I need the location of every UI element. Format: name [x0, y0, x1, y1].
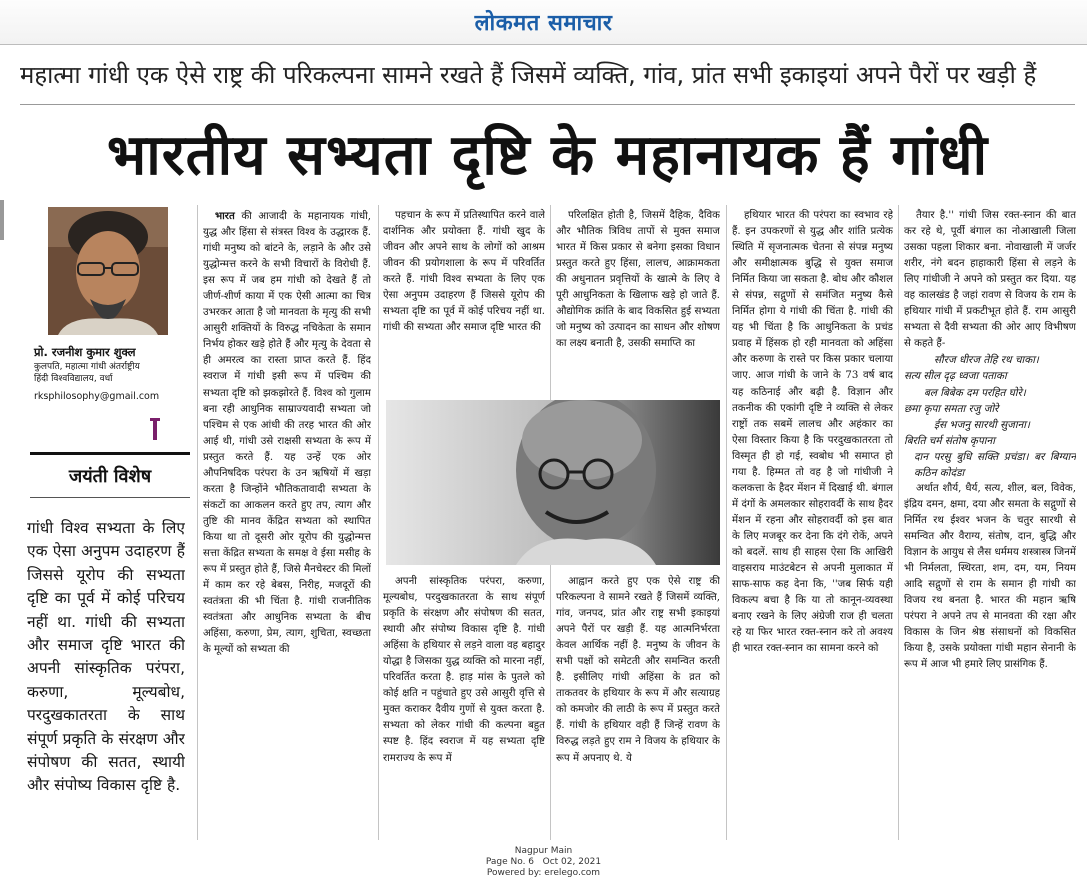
column-text: अपनी सांस्कृतिक परंपरा, करुणा, मूल्यबोध, परदुखकातरता के साथ संपूर्ण प्रकृति के संरक्षण और संपोषण की सतत, स्थायी और संपोष्य विकास दृष्टि है. गांधी अहिंसा के हथियार से लड़ने वाला वह बहादुर योद्धा है जिसका युद्ध व्यक्ति को मारना नहीं, परिवर्तित करता है. हाड़ मांस के पुतले को कोई क्षति न पहुंचाते हुए उसे आसुरी वृत्ति से मुक्त कराकर दैवीय गुणों से युक्त करता है. सभ्यता को लेकर गांधी की कल्पना बहुत स्पष्ट है. हिंद स्वराज में यह सभ्यता दृष्टि रामराज्य के रूप में: [383, 576, 545, 764]
article-column-3-bottom: [556, 574, 720, 838]
column-text: अर्थात शौर्य, धैर्य, सत्य, शील, बल, विवेक, इंद्रिय दमन, क्षमा, दया और समता के सद्गुणों से निर्मित रथ ईश्वर भजन के चतुर सारथी से समन्वित और वैराग्य, संतोष, दान, बुद्धि और विज्ञान के आयुध से लैस धर्ममय शस्त्रास्त्र जिनमें भी निर्मलता, स्थिरता, शम, दम, यम, नियम आदि सद्गुणों से राम के समान ही गांधी का विजय रथ बनता है. भारत की महान ऋषि परंपरा ने अपने तप से मानवता की रक्षा और विकास के जिन श्रेष्ठ संसाधनों को विकसित किया है, उसके प्रयोक्ता गांधी महान सेनानी के रूप में आज भी हमारे लिए प्रासंगिक हैं.: [904, 482, 1076, 671]
page-footer: [0, 846, 1087, 879]
verse-line: ईस भजनु सारथी सुजाना।: [934, 418, 1030, 431]
column-text: परिलक्षित होती है, जिसमें दैहिक, दैविक और भौतिक त्रिविध तापों से मुक्त समाज भारत में किस प्रकार से बनेगा इसका विधान प्रस्तुत करते हुए हिंसा, लालच, आक्रामकता की अधुनातन प्रवृत्तियों के खात्मे के लिए वे पूरी आधुनिकता के खिलाफ खड़े हो जाते हैं. औद्योगिक क्रांति के बाद विकसित हुई सभ्यता जो मनुष्य को उत्पादन का साधन और शोषण का लक्ष्य बनाती है, उसकी समाप्ति का: [556, 210, 720, 350]
divider: [20, 104, 1075, 105]
verse-line: बल बिबेक दम परहित घोरे।: [924, 386, 1026, 399]
column-divider: [378, 205, 379, 840]
divider: [30, 452, 190, 455]
divider: [30, 497, 190, 498]
verse-line: सत्य सील दृढ़ ध्वजा पताका: [904, 370, 1007, 383]
author-designation: कुलपति, महात्मा गांधी अंतर्राष्ट्रीय: [34, 362, 140, 372]
article-column-2-top: [383, 208, 545, 394]
column-text: पहचान के रूप में प्रतिस्थापित करने वाले दार्शनिक और प्रयोक्ता हैं. गांधी खुद के जीवन और अपने साथ के लोगों को आश्रम जीवन की प्रयोगशाला के रूप में परिवर्तित करते हैं. गांधी विश्व सभ्यता के लिए एक ऐसा अनुपम उदाहरण हैं जिससे यूरोप की सभ्यता दृष्टि का पूर्व में कोई परिचय नहीं था. गांधी की सभ्यता और समाज दृष्टि भारत की: [383, 210, 545, 334]
verse-line: सौरज धीरज तेहि रथ चाका।: [934, 354, 1039, 367]
verse-line: बिरति चर्म संतोष कृपाना: [904, 434, 995, 447]
column-text: तैयार है.'' गांधी जिस रक्त-स्नान की बात कर रहे थे, पूर्वी बंगाल का नोआखाली जिला उसका पहला शिकार बना. नोवाखाली में जर्जर शरीर, नंगे बदन हाहाकारी हिंसा से लड़ने के लिए गांधीजी ने अपने को प्रस्तुत कर दिया. यह वह कालखंड है जहां रावण से विजय के राम के हथियार गांधी में प्रकटीभूत होते हैं. राम आसुरी सभ्यता से दैवी सभ्यता की ओर आए विभीषण से कहते हैं-: [904, 210, 1076, 350]
newspaper-logo: लोकमत समाचार: [474, 10, 613, 36]
column-divider: [197, 205, 198, 840]
powered-by: Powered by: erelego.com: [486, 868, 601, 878]
edition-name: Nagpur Main: [514, 846, 573, 856]
verse-line: छमा कृपा समता रजु जोरे: [904, 402, 999, 415]
article-column-3-top: [556, 208, 720, 394]
article-column-1: [203, 208, 371, 838]
masthead: [0, 0, 1087, 45]
author-byline: [34, 344, 194, 402]
headline: भारतीय सभ्यता दृष्टि के महानायक हैं गांधी: [106, 123, 989, 188]
author-photo: [48, 207, 168, 335]
section-label: जयंती विशेष: [68, 466, 152, 487]
verse-line: दान परसु बुधि सक्ति प्रचंडा। बर बिग्यान कठिन कोदंडा: [914, 450, 1076, 479]
bookmark-icon: [150, 418, 160, 440]
drop-lead: भारत: [215, 210, 235, 222]
column-divider: [898, 205, 899, 840]
author-institution: हिंदी विश्वविद्यालय, वर्धा: [34, 374, 113, 384]
article-column-4: [732, 208, 893, 838]
gandhi-photo: [386, 400, 720, 565]
column-text: हथियार भारत की परंपरा का स्वभाव रहे हैं. इन उपकरणों से युद्ध और शांति प्रत्येक स्थिति में सृजनात्मक चेतना से संपन्न मनुष्य और समीक्षात्मक बुद्धि से युक्त समाज निर्मित किया जा सकता है. बोध और कौशल से संपन्न, सद्गुणों से समंजित मनुष्य कैसे निर्मित होगा ये गांधी की चिंता है. गांधी की यह भी चिंता है कि आधुनिकता के प्रचंड प्रवाह में हिंसक हो रही मानवता को अहिंसा और करुणा के रास्ते पर किस प्रकार चलाया जाए. आज गांधी के जाने के 73 वर्ष बाद यह कठिनाई और बढ़ी है. विज्ञान और तकनीक की एकांगी दृष्टि ने व्यक्ति से लेकर राष्ट्रों तक सबमें लालच और अहंकार का ऐसा विस्तार किया है कि परदुखकातरता तो विस्मृत ही हो गई, स्वबोध भी समाप्त हो गया है. हिम्मत तो वह है जो गांधीजी ने कलकत्ता के हैदर मेंशन में दिखाई थी. बंगाल में दंगों के अमलकार सोहरावर्दी के साथ हैदर मेंशन में रहना और सोहरावर्दी को इस बात के लिए मजबूर कर देना कि दंगे रोकें, अपने को बदलें. साथ ही साहस ऐसा कि आखिरी वाइसराय माउंटबेटन से अपनी मुलाकात में साफ-साफ कह देना कि, ''जब सिर्फ यही विकल्प बचा है कि या तो कानून-व्यवस्था बनाए रखने के लिए अंग्रेजी राज ही चलता रहे या फिर भारत रक्त-स्नान करे तो अवश्य ही भारत रक्त-स्नान का सामना करने को: [732, 210, 893, 655]
deck-subheading: महात्मा गांधी एक ऐसे राष्ट्र की परिकल्पना सामने रखते हैं जिसमें व्यक्ति, गांव, प्रांत सभी इकाइयां अपने पैरों पर खड़ी हैं: [20, 61, 1037, 89]
author-email: rksphilosophy@gmail.com: [34, 391, 160, 402]
article-column-5: [904, 208, 1076, 838]
article-column-2-bottom: [383, 574, 545, 838]
column-text: आह्वान करते हुए एक ऐसे राष्ट्र की परिकल्पना वे सामने रखते हैं जिसमें व्यक्ति, गांव, जनपद, प्रांत और राष्ट्र सभी इकाइयां अपने पैरों पर खड़ी हैं. यह आत्मनिर्भरता केवल आर्थिक नहीं है. मनुष्य के जीवन के सभी पक्षों को समेटती और समन्वित करती है. इसीलिए गांधी अहिंसा के व्रत को ताकतवर के हथियार के रूप में और सत्याग्रह को कमजोर की लाठी के रूप में प्रस्तुत करते हैं. गांधी के हथियार वही हैं जिन्हें रावण के विरुद्ध लड़ते हुए राम ने विजय के हथियार के रूप में अपनाए थे. ये: [556, 576, 720, 764]
column-divider: [726, 205, 727, 840]
pull-quote: गांधी विश्व सभ्यता के लिए एक ऐसा अनुपम उदाहरण हैं जिससे यूरोप की सभ्यता दृष्टि का पूर्व में कोई परिचय नहीं था. गांधी की सभ्यता और समाज दृष्टि भारत की अपनी सांस्कृतिक परंपरा, करुणा, मूल्यबोध, परदुखकातरता के साथ संपूर्ण प्रकृति के संरक्षण और संपोषण की सतत, स्थायी और संपोष्य विकास दृष्टि है.: [27, 519, 185, 795]
margin-marker: [0, 200, 4, 240]
page-info: Page No. 6 Oct 02, 2021: [485, 857, 602, 867]
author-name: प्रो. रजनीश कुमार शुक्ल: [34, 345, 136, 359]
column-text: की आजादी के महानायक गांधी, युद्ध और हिंसा से संत्रस्त विश्व के उद्धारक हैं. गांधी मनुष्य को बांटने के, लड़ाने के और उसे युद्धोन्मत्त करने के सभी विचारों के विरोधी हैं. इस रूप में जब हम गांधी को देखते हैं तो जीर्ण-शीर्ण काया में एक ऐसी आत्मा का चित्र उभरकर आता है जो मानवता के मृत्यु की सभी आसुरी शक्तियों के विरुद्ध नचिकेता के समान निर्भय होकर खड़े होते हैं और मृत्यु के देवता से ही अमरत्व का रास्ता प्राप्त करते हैं. हिंद स्वराज में गांधी इसी रूप में पश्चिम की सभ्यता दृष्टि को झकझोरते हैं. विश्व को गुलाम बना रही आधुनिक साम्राज्यवादी सभ्यता जो पश्चिम से एक आंधी की तरह भारत की ओर आई थी, गांधी उसे राक्षसी सभ्यता के रूप में प्रस्तुत करते हैं. यह उन्हें एक ओर औपनिषदिक परंपरा के उन ऋषियों में खड़ा करता है जिन्होंने भौतिकतावादी सभ्यता के संकटों का आकलन करते हुए तप, त्याग और तुष्टि की मानव केंद्रित सभ्यता को स्थापित किया था तो दूसरी ओर यूरोप की युद्धोन्मत्त सत्ता केंद्रित सभ्यता के समक्ष वे ईसा मसीह के रूप में प्रस्तुत होते हैं, जिसे मैनचेस्टर की मिलों में काम कर रहे बेबस, निरीह, मजदूरों की स्वतंत्रता की भी चिंता है. गांधी राजनीतिक स्वतंत्रता और आधुनिक सभ्यता के बीच अहिंसा, करुणा, प्रेम, त्याग, शुचिता, स्वच्छता के मूल्यों को सभ्यता की: [203, 211, 371, 656]
